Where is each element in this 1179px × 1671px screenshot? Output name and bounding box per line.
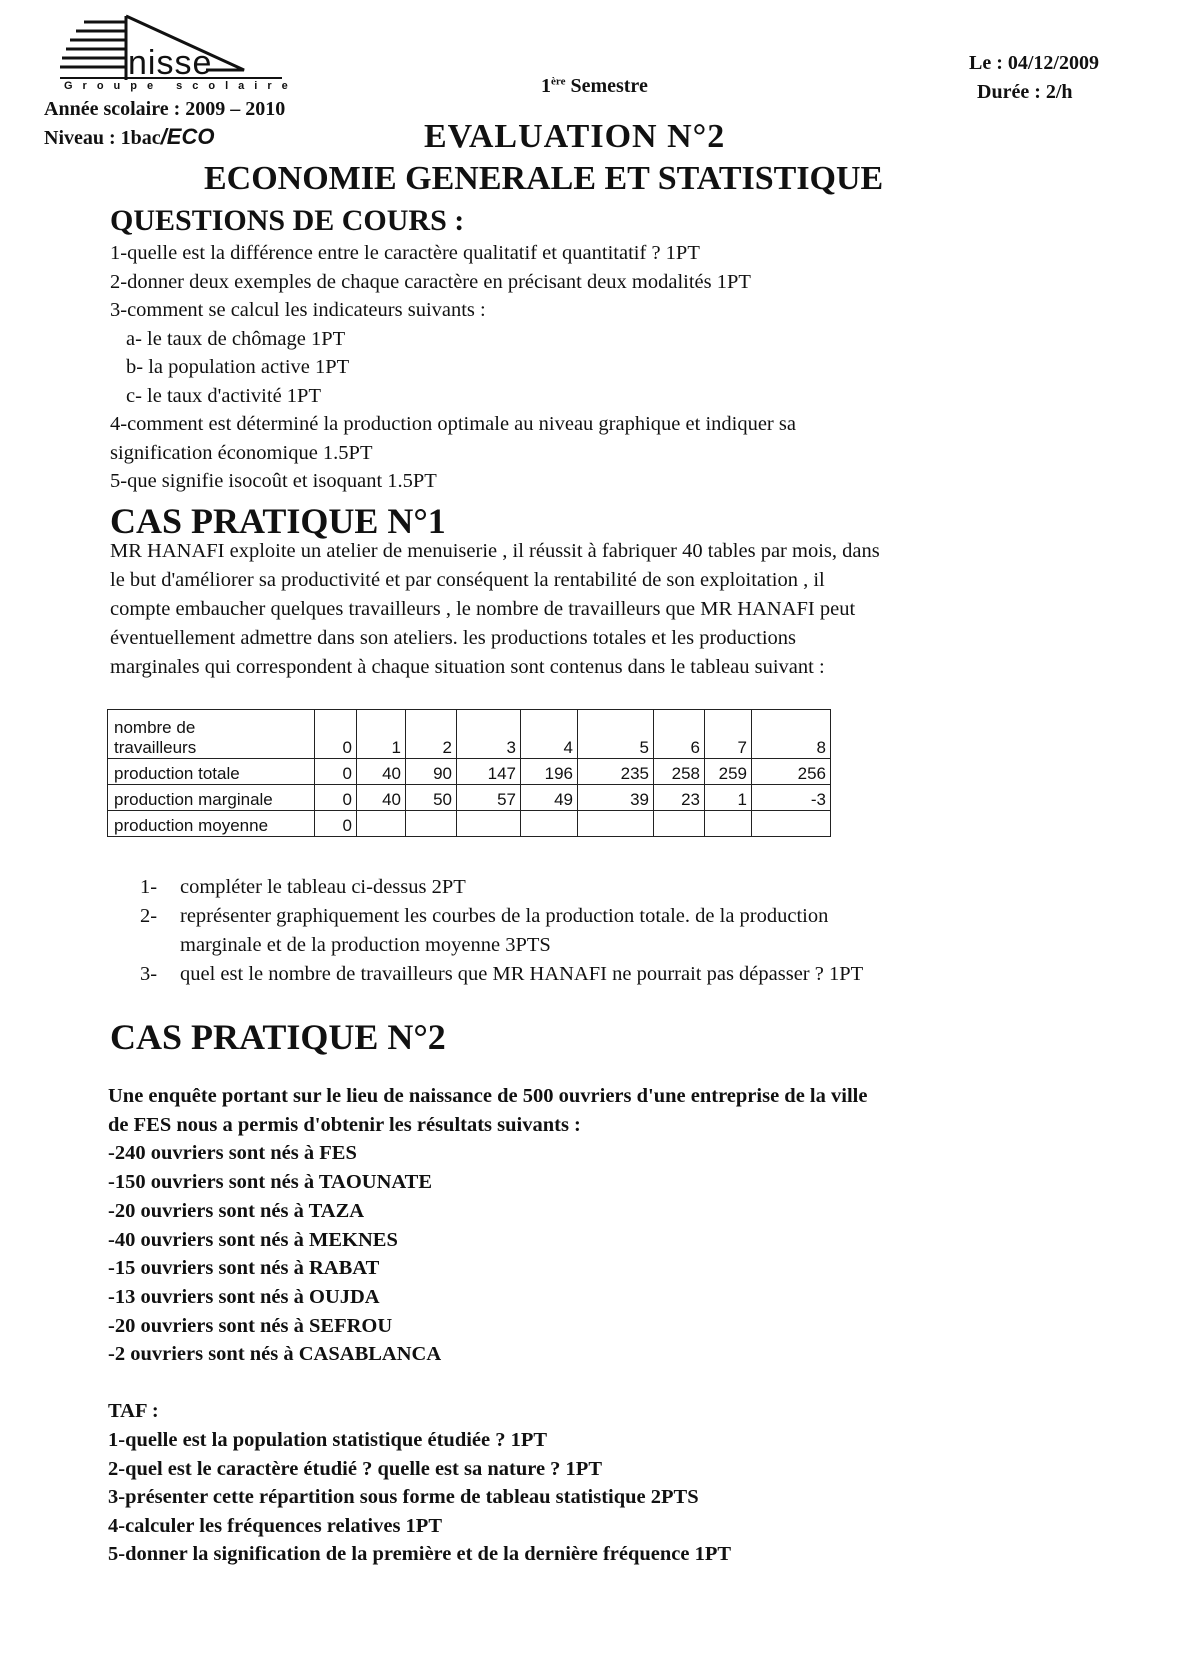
table-cell xyxy=(357,811,406,837)
question-subline: c- le taux d'activité 1PT xyxy=(126,384,321,407)
list-item: 2-quel est le caractère étudié ? quelle est sa nature ? 1PT xyxy=(108,1457,602,1480)
table-cell: 57 xyxy=(457,785,521,811)
list-item xyxy=(140,902,863,931)
item-number: 3- xyxy=(140,963,158,985)
production-table xyxy=(107,709,831,837)
question-line: 5-que signifie isocoût et isoquant 1.5PT xyxy=(110,470,437,492)
paragraph-line: marginales qui correspondent à chaque situation sont contenus dans le tableau suivant : xyxy=(110,656,825,678)
question-line: signification économique 1.5PT xyxy=(110,441,373,464)
list-item xyxy=(140,873,863,902)
cas-pratique-1-title: CAS PRATIQUE N°1 xyxy=(110,501,446,541)
list-item: -13 ouvriers sont nés à OUJDA xyxy=(108,1285,380,1308)
table-cell: 196 xyxy=(521,759,578,785)
taf-title: TAF : xyxy=(108,1400,159,1422)
item-number: 1- xyxy=(140,876,158,898)
table-cell: -3 xyxy=(752,785,831,811)
cas-pratique-1-text xyxy=(110,537,880,682)
table-cell: 1 xyxy=(705,785,752,811)
questions-cours-title: QUESTIONS DE COURS : xyxy=(110,204,465,237)
table-cell: 259 xyxy=(705,759,752,785)
table-cell: 0 xyxy=(315,710,357,759)
cas-pratique-2-title: CAS PRATIQUE N°2 xyxy=(110,1017,446,1057)
exam-date: Le : 04/12/2009 xyxy=(969,52,1099,74)
level-label: Niveau : 1bac xyxy=(44,127,161,149)
paragraph-line: de FES nous a permis d'obtenir les résultats suivants : xyxy=(108,1113,581,1136)
table-row xyxy=(108,785,831,811)
list-item: -15 ouvriers sont nés à RABAT xyxy=(108,1257,380,1280)
table-cell: 8 xyxy=(752,710,831,759)
logo-name: nisse xyxy=(128,44,213,82)
item-text: quel est le nombre de travailleurs que MR HANAFI ne pourrait pas dépasser ? 1PT xyxy=(180,963,864,985)
paragraph-line: compte embaucher quelques travailleurs , le nombre de travailleurs que MR HANAFI peut xyxy=(110,598,856,620)
table-cell: 235 xyxy=(578,759,654,785)
paragraph-line: Une enquête portant sur le lieu de naissance de 500 ouvriers d'une entreprise de la ville xyxy=(108,1085,868,1107)
logo-subtitle: Groupe scolaire xyxy=(64,80,298,92)
exam-duration: Durée : 2/h xyxy=(977,81,1073,103)
table-cell xyxy=(752,811,831,837)
list-item: 5-donner la signification de la première et de la dernière fréquence 1PT xyxy=(108,1543,732,1565)
table-cell xyxy=(578,811,654,837)
table-cell: 5 xyxy=(578,710,654,759)
table-cell: 147 xyxy=(457,759,521,785)
school-year: Année scolaire : 2009 – 2010 xyxy=(44,98,286,120)
table-cell: 256 xyxy=(752,759,831,785)
semester-suffix: ère xyxy=(551,75,566,88)
question-line: 1-quelle est la différence entre le caractère qualitatif et quantitatif ? 1PT xyxy=(110,242,700,264)
cas-pratique-1-questions xyxy=(140,873,863,989)
row-label: production marginale xyxy=(108,785,315,811)
list-item: 3-présenter cette répartition sous forme de tableau statistique 2PTS xyxy=(108,1486,699,1508)
level-handwritten: /ECO xyxy=(160,124,215,149)
table-cell xyxy=(705,811,752,837)
question-line: 2-donner deux exemples de chaque caractère en précisant deux modalités 1PT xyxy=(110,270,751,293)
subject-title: ECONOMIE GENERALE ET STATISTIQUE xyxy=(204,160,884,197)
question-line: 4-comment est déterminé la production optimale au niveau graphique et indiquer sa xyxy=(110,413,796,435)
question-line: 3-comment se calcul les indicateurs suivants : xyxy=(110,299,486,321)
row-label: production totale xyxy=(108,759,315,785)
table-row xyxy=(108,811,831,837)
level xyxy=(44,124,214,150)
table-row xyxy=(108,759,831,785)
table-cell: 6 xyxy=(654,710,705,759)
table-cell: 1 xyxy=(357,710,406,759)
table-cell xyxy=(457,811,521,837)
evaluation-title: EVALUATION N°2 xyxy=(424,118,726,155)
list-item: -150 ouvriers sont nés à TAOUNATE xyxy=(108,1171,433,1194)
table-cell: 39 xyxy=(578,785,654,811)
table-cell: 7 xyxy=(705,710,752,759)
list-item: -240 ouvriers sont nés à FES xyxy=(108,1142,357,1165)
semester xyxy=(541,75,648,98)
list-item: -2 ouvriers sont nés à CASABLANCA xyxy=(108,1343,442,1366)
paragraph-line: MR HANAFI exploite un atelier de menuiserie , il réussit à fabriquer 40 tables par mois, dans xyxy=(110,540,880,562)
list-item: -40 ouvriers sont nés à MEKNES xyxy=(108,1228,398,1251)
table-cell xyxy=(406,811,457,837)
semester-number: 1 xyxy=(541,75,551,97)
item-text: représenter graphiquement les courbes de la production totale. de la production xyxy=(180,905,829,927)
table-cell: 0 xyxy=(315,759,357,785)
row-label-line: travailleurs xyxy=(114,738,197,757)
table-cell: 4 xyxy=(521,710,578,759)
question-subline: b- la population active 1PT xyxy=(126,356,350,378)
table-cell xyxy=(521,811,578,837)
row-label xyxy=(108,710,315,759)
list-item: -20 ouvriers sont nés à TAZA xyxy=(108,1199,365,1222)
table-cell: 0 xyxy=(315,785,357,811)
question-subline: a- le taux de chômage 1PT xyxy=(126,327,346,350)
item-text-continued: marginale et de la production moyenne 3PTS xyxy=(180,934,551,956)
row-label-line: nombre de xyxy=(114,718,196,737)
table-cell: 90 xyxy=(406,759,457,785)
questions-cours-list xyxy=(110,239,796,496)
paragraph-line: le but d'améliorer sa productivité et par conséquent la rentabilité de son exploitation , il xyxy=(110,569,825,591)
table-cell: 40 xyxy=(357,785,406,811)
table-cell: 50 xyxy=(406,785,457,811)
table-cell: 49 xyxy=(521,785,578,811)
table-cell: 23 xyxy=(654,785,705,811)
row-label: production moyenne xyxy=(108,811,315,837)
cas-pratique-2-text xyxy=(108,1082,867,1369)
semester-word: Semestre xyxy=(565,75,648,97)
item-number: 2- xyxy=(140,905,158,927)
list-item: -20 ouvriers sont nés à SEFROU xyxy=(108,1314,393,1337)
table-cell: 0 xyxy=(315,811,357,837)
table-cell: 40 xyxy=(357,759,406,785)
table-row xyxy=(108,710,831,759)
paragraph-line: éventuellement admettre dans son ateliers. les productions totales et les productions xyxy=(110,627,796,649)
list-item: 1-quelle est la population statistique étudiée ? 1PT xyxy=(108,1429,548,1451)
taf-list xyxy=(108,1426,731,1569)
table-cell: 258 xyxy=(654,759,705,785)
table-cell: 3 xyxy=(457,710,521,759)
table-cell xyxy=(654,811,705,837)
item-text: compléter le tableau ci-dessus 2PT xyxy=(180,876,466,898)
list-item xyxy=(140,960,863,989)
table-cell: 2 xyxy=(406,710,457,759)
list-item: 4-calculer les fréquences relatives 1PT xyxy=(108,1514,442,1537)
